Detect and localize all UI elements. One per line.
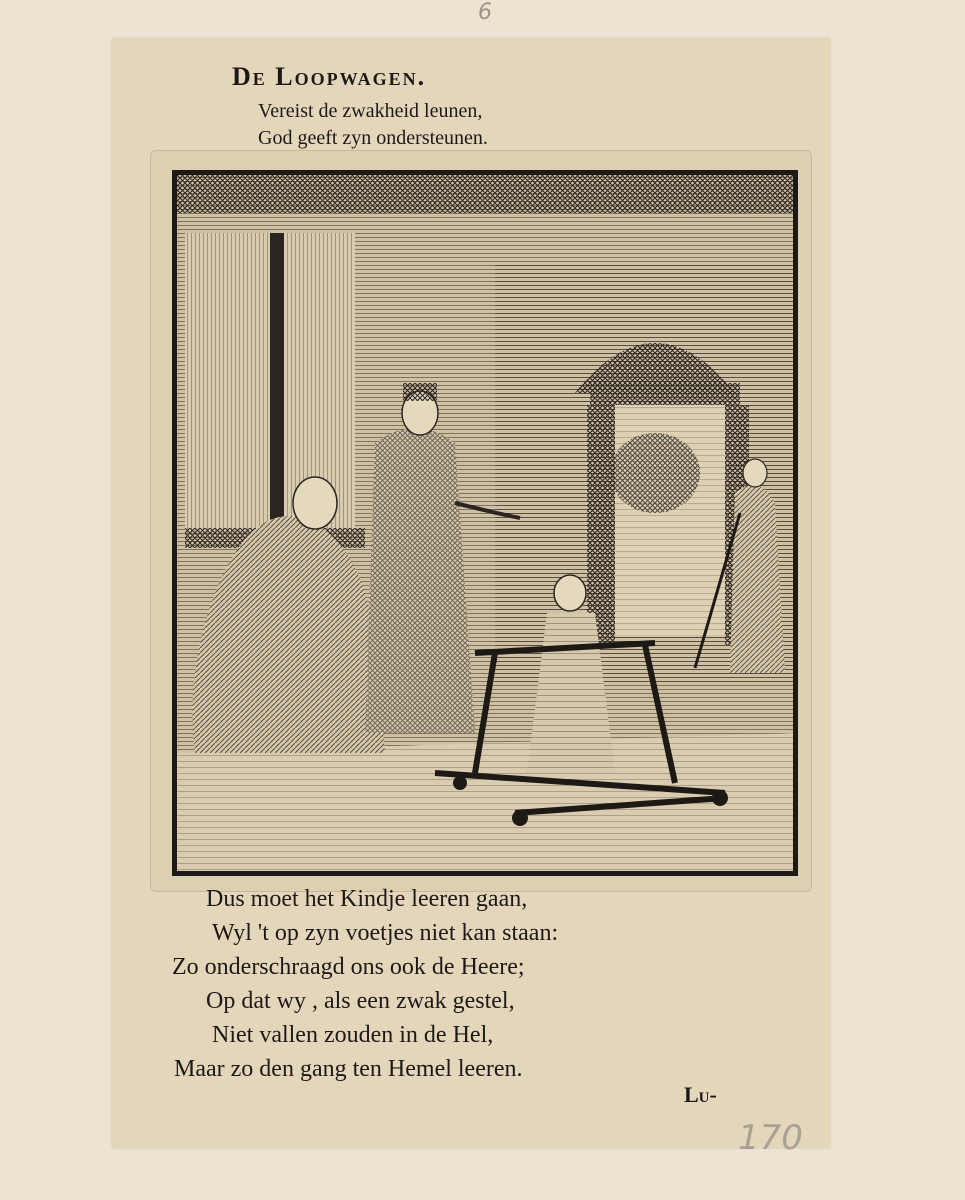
catchword: Lu-	[684, 1082, 717, 1107]
verse-line: Maar zo den gang ten Hemel leeren.	[174, 1056, 523, 1082]
verse-line: Niet vallen zouden in de Hel,	[212, 1022, 494, 1048]
motto-line: God geeft zyn ondersteunen.	[258, 127, 488, 149]
engraving-plate	[172, 170, 798, 876]
engraving-illustration	[175, 173, 795, 873]
pencil-mark-top: 6	[478, 0, 492, 25]
motto-line: Vereist de zwakheid leunen,	[258, 100, 483, 122]
verse-line: Zo onderschraagd ons ook de Heere;	[172, 954, 525, 980]
motto	[258, 98, 488, 152]
print-title: De Loopwagen.	[232, 62, 427, 91]
verse-line: Op dat wy , als een zwak gestel,	[206, 988, 515, 1014]
pencil-number: 170	[738, 1118, 803, 1158]
verse-line: Wyl 't op zyn voetjes niet kan staan:	[212, 920, 559, 946]
verse-line: Dus moet het Kindje leeren gaan,	[206, 886, 528, 912]
verse	[172, 882, 558, 1086]
